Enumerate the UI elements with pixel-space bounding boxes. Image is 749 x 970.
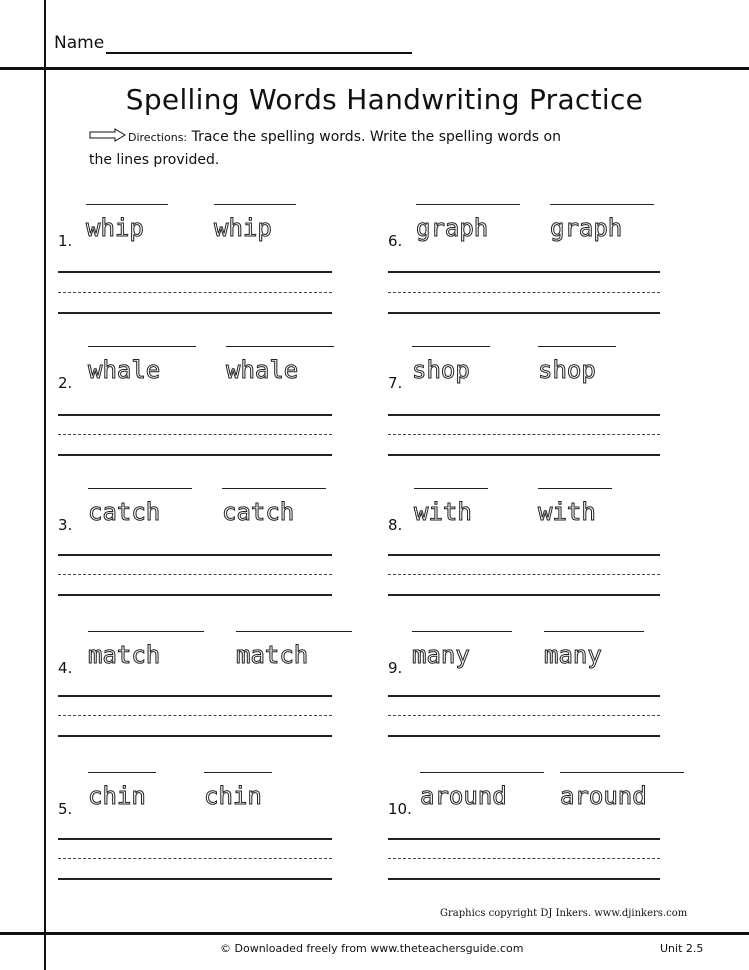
item-number: 6. [388, 232, 403, 250]
margin-line [44, 0, 46, 970]
writing-line-base[interactable] [388, 454, 660, 456]
writing-line-mid [58, 858, 332, 859]
writing-line-base[interactable] [58, 594, 332, 596]
writing-line-base[interactable] [388, 735, 660, 737]
practice-item [388, 204, 678, 344]
writing-line-top[interactable] [388, 554, 660, 556]
writing-line-top[interactable] [58, 554, 332, 556]
writing-line-top[interactable] [58, 695, 332, 697]
item-number: 10. [388, 800, 412, 818]
footer-source: © Downloaded freely from www.theteachersguide.com [220, 942, 524, 955]
practice-item [388, 488, 678, 628]
trace-word-text: with [414, 498, 472, 526]
writing-line-base[interactable] [58, 735, 332, 737]
unit-label: Unit 2.5 [660, 942, 704, 955]
trace-word-text: match [236, 641, 309, 669]
trace-word-text: whale [226, 356, 299, 384]
practice-item [58, 204, 348, 344]
trace-word-text: match [88, 641, 161, 669]
directions-line-2: the lines provided. [89, 152, 220, 168]
writing-line-mid [388, 292, 660, 293]
writing-line-top[interactable] [388, 838, 660, 840]
writing-line-top[interactable] [388, 271, 660, 273]
trace-word-text: graph [416, 214, 489, 242]
practice-item [58, 488, 348, 628]
page-title: Spelling Words Handwriting Practice [125, 83, 644, 116]
practice-item [388, 772, 688, 912]
trace-word-text: many [412, 641, 470, 669]
item-number: 3. [58, 516, 73, 534]
writing-line-base[interactable] [388, 878, 660, 880]
name-field-line[interactable] [106, 52, 412, 54]
trace-word-text: graph [550, 214, 623, 242]
writing-line-mid [388, 715, 660, 716]
practice-item [58, 346, 348, 486]
writing-line-base[interactable] [388, 312, 660, 314]
trace-word-text: shop [538, 356, 596, 384]
writing-line-mid [58, 434, 332, 435]
trace-word-text: whale [88, 356, 161, 384]
footer-rule [0, 932, 749, 935]
practice-item [388, 631, 678, 771]
directions-line-1 [128, 129, 561, 145]
item-number: 9. [388, 659, 403, 677]
trace-word-text: catch [88, 498, 161, 526]
item-number: 8. [388, 516, 403, 534]
writing-line-base[interactable] [58, 454, 332, 456]
name-label: Name [54, 33, 105, 53]
writing-line-base[interactable] [58, 878, 332, 880]
trace-word-text: catch [222, 498, 295, 526]
trace-word-text: chin [88, 782, 146, 810]
item-number: 2. [58, 374, 73, 392]
arrow-right-icon [89, 128, 127, 142]
trace-word-text: many [544, 641, 602, 669]
writing-line-mid [58, 574, 332, 575]
writing-line-base[interactable] [388, 594, 660, 596]
graphics-credit: Graphics copyright DJ Inkers. www.djinkers.com [440, 908, 688, 919]
writing-line-base[interactable] [58, 312, 332, 314]
trace-word-text: shop [412, 356, 470, 384]
trace-word-text: with [538, 498, 596, 526]
writing-line-top[interactable] [58, 838, 332, 840]
writing-line-top[interactable] [388, 695, 660, 697]
header-rule [0, 67, 749, 70]
trace-word-text: whip [86, 214, 144, 242]
practice-item [58, 772, 348, 912]
practice-item [58, 631, 348, 771]
trace-word-text: around [560, 782, 647, 810]
item-number: 1. [58, 232, 73, 250]
writing-line-top[interactable] [58, 414, 332, 416]
trace-word-text: around [420, 782, 507, 810]
writing-line-mid [388, 858, 660, 859]
trace-word-text: chin [204, 782, 262, 810]
item-number: 4. [58, 659, 73, 677]
writing-line-mid [58, 715, 332, 716]
directions-text: Trace the spelling words. Write the spelling words on [191, 129, 561, 145]
writing-line-top[interactable] [58, 271, 332, 273]
writing-line-mid [388, 574, 660, 575]
writing-line-top[interactable] [388, 414, 660, 416]
item-number: 7. [388, 374, 403, 392]
writing-line-mid [388, 434, 660, 435]
practice-item [388, 346, 678, 486]
writing-line-mid [58, 292, 332, 293]
directions-label: Directions: [128, 131, 188, 144]
item-number: 5. [58, 800, 73, 818]
trace-word-text: whip [214, 214, 272, 242]
